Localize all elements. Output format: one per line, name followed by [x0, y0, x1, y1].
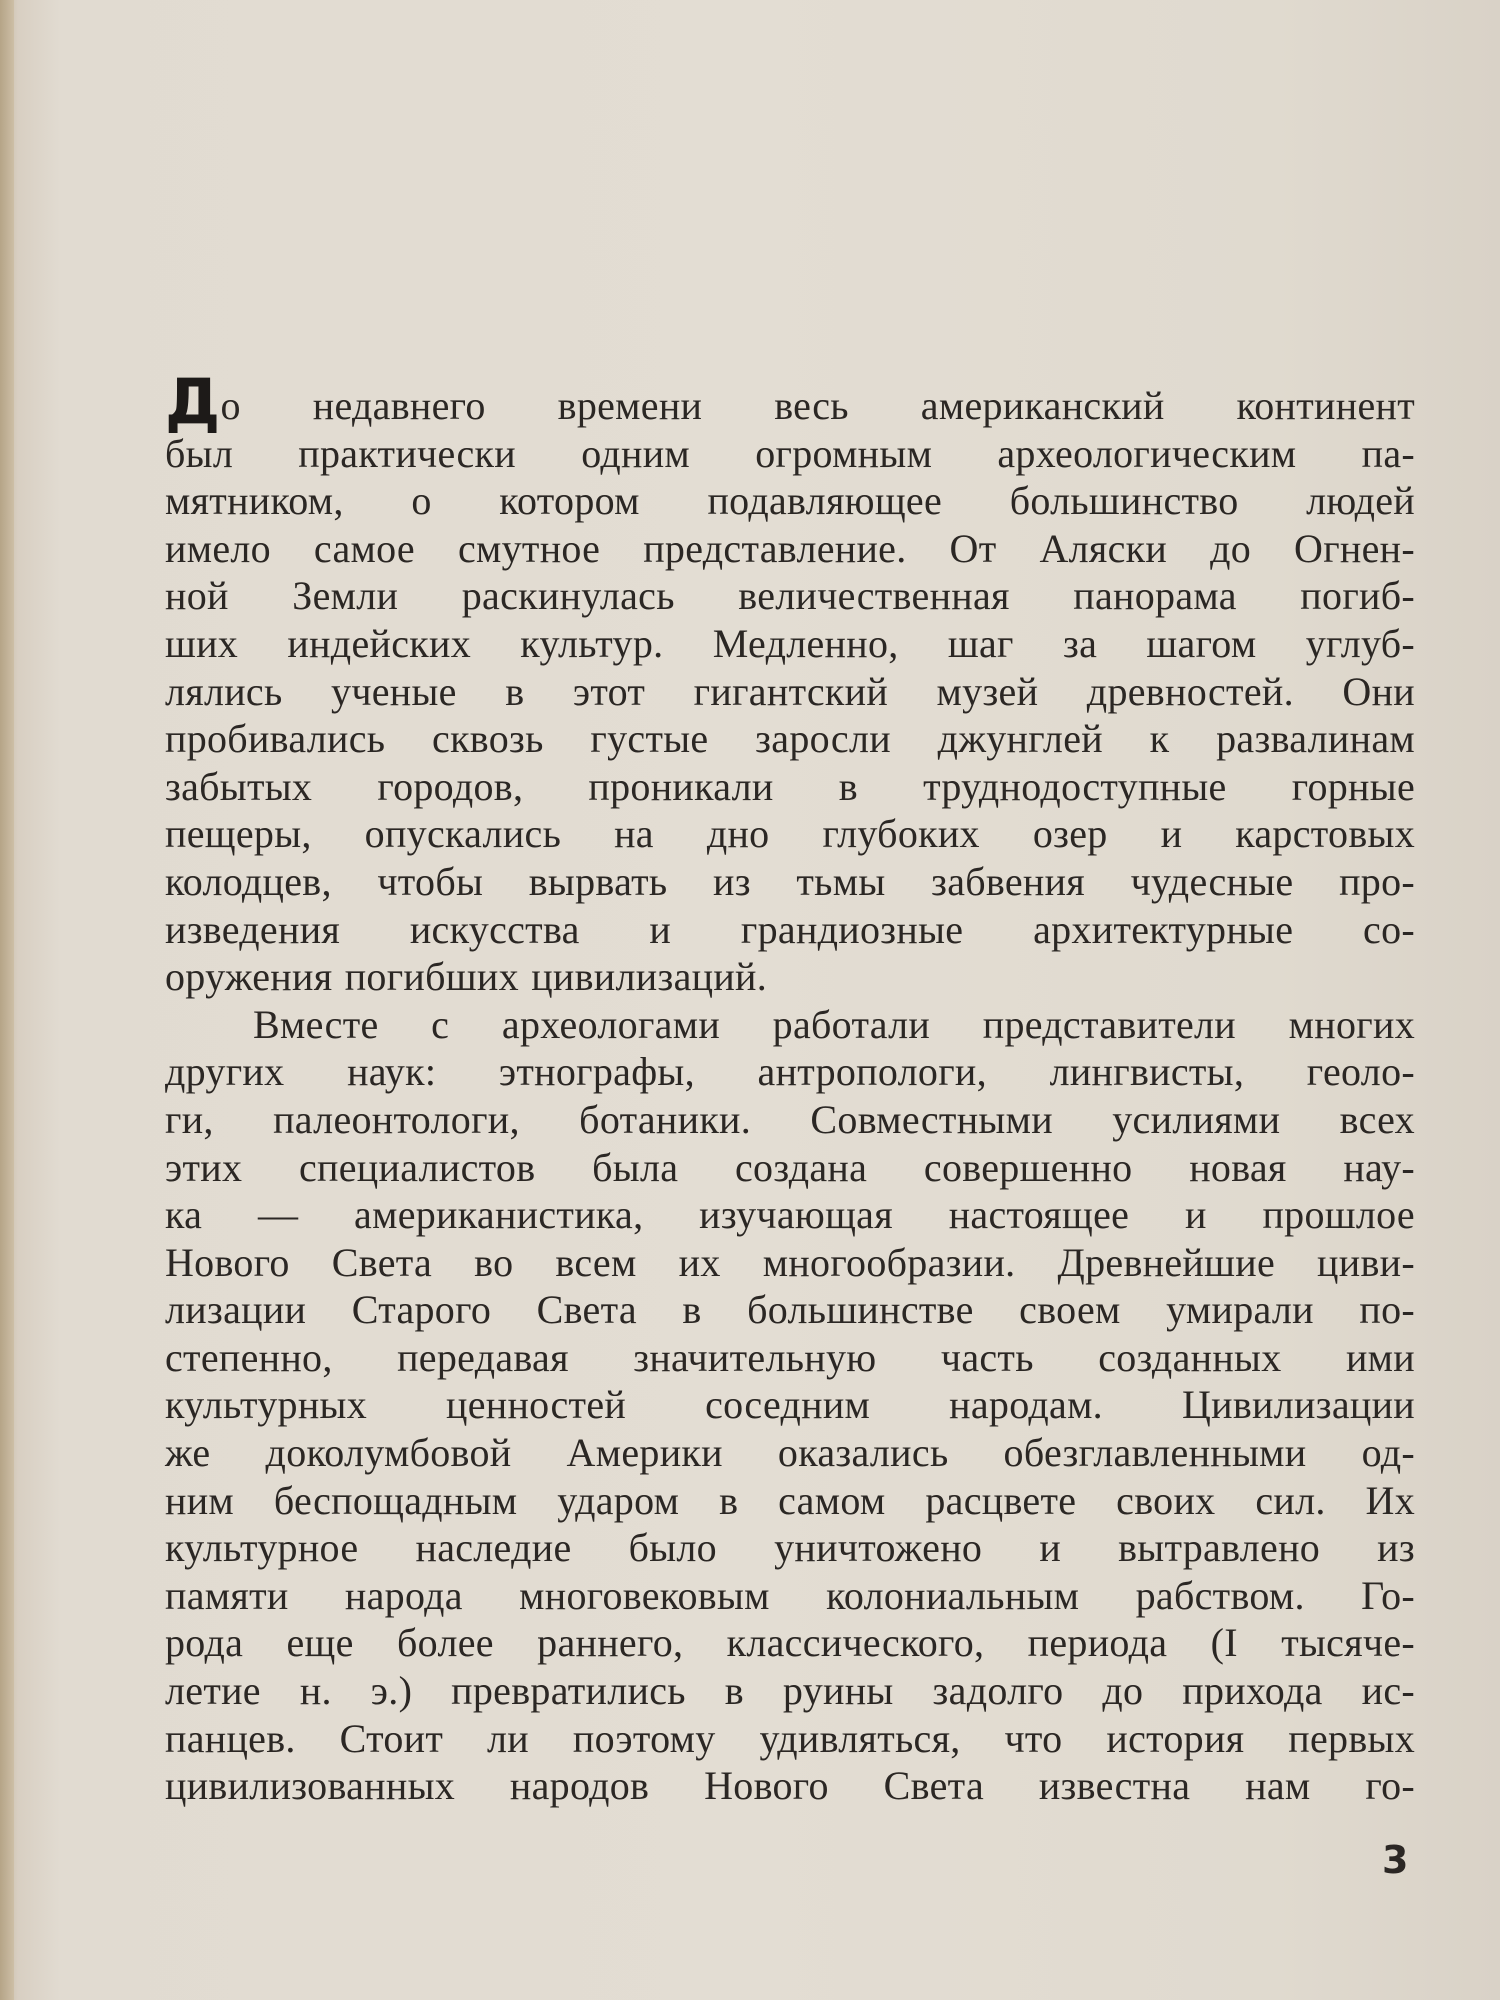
text-line: колодцев, чтобы вырвать из тьмы забвения чудесные про-: [165, 858, 1415, 904]
text-line: цивилизованных народов Нового Света известна нам го-: [165, 1763, 1415, 1809]
paragraph-2: [165, 1001, 1415, 1810]
page-number: 3: [1382, 1838, 1409, 1882]
text-line: оружения погибших цивилизаций.: [165, 954, 768, 1000]
text-line: ших индейских культур. Медленно, шаг за шагом углуб-: [165, 620, 1415, 666]
text-line: лялись ученые в этот гигантский музей древностей. Они: [165, 668, 1415, 714]
text-line: забытых городов, проникали в труднодоступные горные: [165, 763, 1415, 809]
text-line: других наук: этнографы, антропологи, лингвисты, геоло-: [165, 1049, 1415, 1095]
text-line: панцев. Стоит ли поэтому удивляться, что история первых: [165, 1715, 1415, 1761]
text-line: был практически одним огромным археологическим па-: [165, 430, 1415, 476]
text-line: изведения искусства и грандиозные архитектурные со-: [165, 906, 1415, 952]
paragraph-1: [165, 365, 1415, 1001]
text-line: степенно, передавая значительную часть созданных ими: [165, 1334, 1415, 1380]
text-line: Вместе с археологами работали представители многих: [253, 1001, 1415, 1047]
text-line: летие н. э.) превратились в руины задолго до прихода ис-: [165, 1668, 1415, 1714]
text-line: памяти народа многовековым колониальным рабством. Го-: [165, 1572, 1415, 1618]
text-line: культурное наследие было уничтожено и вытравлено из: [165, 1525, 1415, 1571]
body-text: [165, 365, 1415, 1810]
text-line: пещеры, опускались на дно глубоких озер и карстовых: [165, 811, 1415, 857]
text-line: ним беспощадным ударом в самом расцвете своих сил. Их: [165, 1477, 1415, 1523]
text-line: ка — американистика, изучающая настоящее и прошлое: [165, 1192, 1415, 1238]
text-line: ги, палеонтологи, ботаники. Совместными усилиями всех: [165, 1096, 1415, 1142]
text-line: же доколумбовой Америки оказались обезглавленными од-: [165, 1430, 1415, 1476]
text-line: лизации Старого Света в большинстве своем умирали по-: [165, 1287, 1415, 1333]
text-line-content: о недавнего времени весь американский континент: [220, 383, 1415, 428]
text-line: Нового Света во всем их многообразии. Древнейшие циви-: [165, 1239, 1415, 1285]
text-line: [165, 365, 1415, 438]
text-line: ной Земли раскинулась величественная панорама погиб-: [165, 573, 1415, 619]
text-line: рода еще более раннего, классического, периода (I тысяче-: [165, 1620, 1415, 1666]
text-line: мятником, о котором подавляющее большинство людей: [165, 478, 1415, 524]
drop-cap: Д: [165, 365, 221, 438]
text-line: культурных ценностей соседним народам. Цивилизации: [165, 1382, 1415, 1428]
text-line: имело самое смутное представление. От Аляски до Огнен-: [165, 525, 1415, 571]
text-line: пробивались сквозь густые заросли джунглей к развалинам: [165, 716, 1415, 762]
text-line: этих специалистов была создана совершенно новая нау-: [165, 1144, 1415, 1190]
